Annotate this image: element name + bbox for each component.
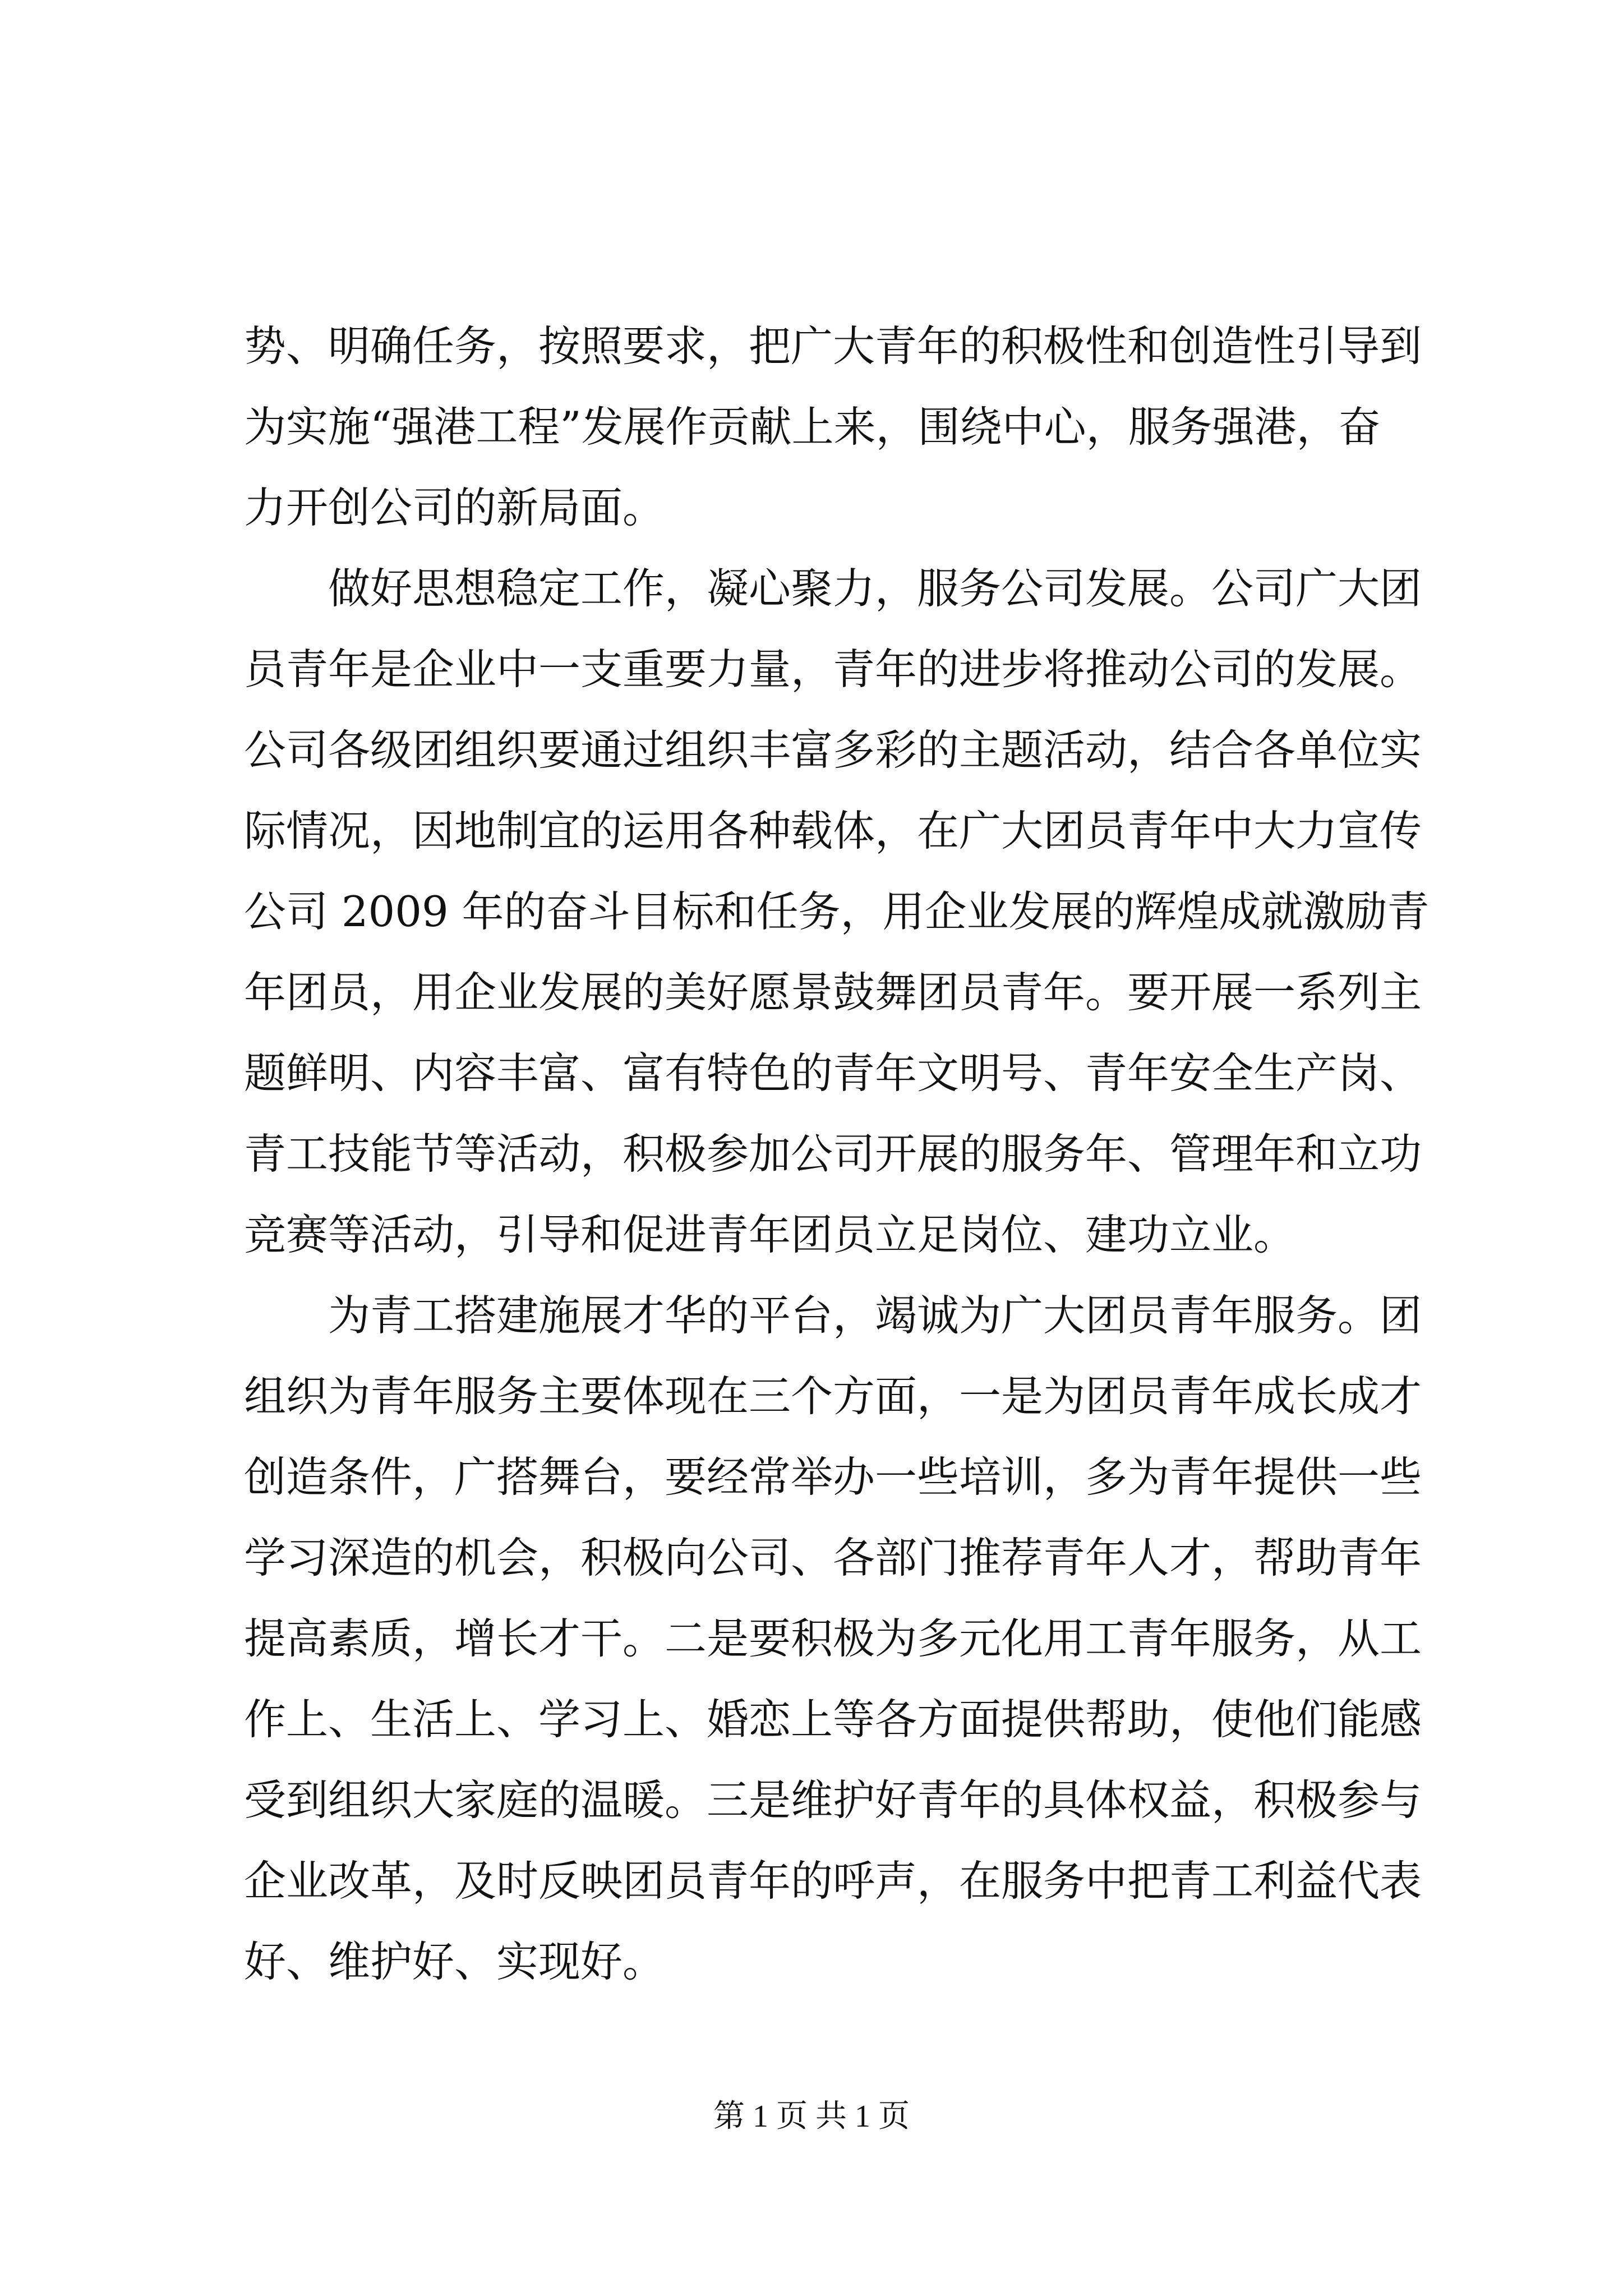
paragraph-line: 势、明确任务，按照要求，把广大青年的积极性和创造性引导到 (244, 321, 1422, 371)
paragraph-line: 企业改革，及时反映团员青年的呼声，在服务中把青工利益代表 (244, 1856, 1422, 1906)
paragraph-line: 青工技能节等活动，积极参加公司开展的服务年、管理年和立功 (244, 1129, 1422, 1179)
paragraph-line: 题鲜明、内容丰富、富有特色的青年文明号、青年安全生产岗、 (244, 1048, 1422, 1098)
paragraph-line: 受到组织大家庭的温暖。三是维护好青年的具体权益，积极参与 (244, 1775, 1422, 1825)
paragraph-1 (244, 306, 1422, 548)
paragraph-line: 作上、生活上、学习上、婚恋上等各方面提供帮助，使他们能感 (244, 1695, 1422, 1744)
paragraph-line: 创造条件，广搭舞台，要经常举办一些培训，多为青年提供一些 (244, 1452, 1422, 1502)
paragraph-line: 好、维护好、实现好。 (244, 1937, 665, 1986)
paragraph-2 (244, 548, 1430, 1275)
paragraph-line: 员青年是企业中一支重要力量，青年的进步将推动公司的发展。 (244, 645, 1422, 694)
paragraph-line: 做好思想稳定工作，凝心聚力，服务公司发展。公司广大团 (328, 564, 1422, 613)
paragraph-line: 际情况，因地制宜的运用各种载体，在广大团员青年中大力宣传 (244, 806, 1422, 855)
paragraph-line: 组织为青年服务主要体现在三个方面，一是为团员青年成长成才 (244, 1372, 1422, 1421)
paragraph-line: 学习深造的机会，积极向公司、各部门推荐青年人才，帮助青年 (244, 1533, 1422, 1582)
paragraph-line: 为实施“强港工程”发展作贡献上来，围绕中心，服务强港，奋 (244, 402, 1381, 452)
document-body (244, 306, 1430, 2002)
paragraph-line: 竞赛等活动，引导和促进青年团员立足岗位、建功立业。 (244, 1210, 1296, 1259)
paragraph-line: 公司各级团组织要通过组织丰富多彩的主题活动，结合各单位实 (244, 725, 1422, 775)
paragraph-line: 年团员，用企业发展的美好愿景鼓舞团员青年。要开展一系列主 (244, 968, 1422, 1017)
paragraph-line: 提高素质，增长才干。二是要积极为多元化用工青年服务，从工 (244, 1614, 1422, 1663)
paragraph-line: 公司 2009 年的奋斗目标和任务，用企业发展的辉煌成就激励青 (244, 887, 1430, 936)
paragraph-line: 力开创公司的新局面。 (244, 483, 665, 532)
paragraph-line: 为青工搭建施展才华的平台，竭诚为广大团员青年服务。团 (328, 1291, 1422, 1340)
paragraph-3 (244, 1275, 1422, 2002)
page-footer: 第 1 页 共 1 页 (713, 2099, 910, 2134)
